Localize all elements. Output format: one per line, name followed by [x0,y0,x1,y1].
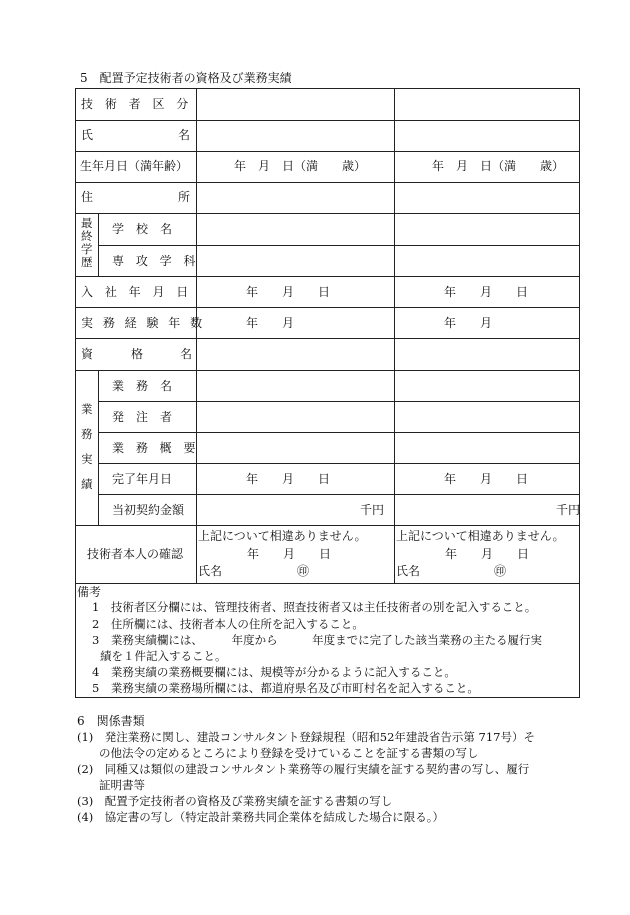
seal-mark-1: ㊞ [297,564,310,578]
confirm-statement-1: 上記について相違ありません。 [198,529,367,543]
join-date-value-1: 年 月 日 [246,285,331,299]
doc-item-2-continued: 証明書等 [99,778,145,792]
completion-value-2: 年 月 日 [444,472,529,486]
experience-value-2: 年 月 [444,316,493,330]
work-vertical-1: 業 [81,402,93,416]
dob-value-1: 年 月 日（満 歳） [234,159,367,173]
label-address-left: 住 [81,190,94,204]
remark-5: 5 業務実績の業務場所欄には、都道府県名及び市町村名を記入すること。 [92,681,479,695]
confirm-date-1: 年 月 日 [247,547,332,561]
label-experience-years: 実 務 経 験 年 数 [81,316,206,330]
experience-value-1: 年 月 [246,316,295,330]
label-client: 発 注 者 [112,410,173,424]
remark-2: 2 住所欄には、技術者本人の住所を記入すること。 [92,617,364,631]
remark-3: 3 業務実績欄には、 年度から 年度までに完了した該当業務の主たる履行実 [92,633,543,647]
label-major: 専 攻 学 科 [112,254,200,268]
label-license-mid: 格 [131,347,144,361]
edu-vertical-4: 歴 [81,255,93,269]
remark-3-continued: 績を１件記入すること。 [100,649,227,663]
label-license-left: 資 [81,347,94,361]
work-vertical-2: 務 [81,427,93,441]
edu-vertical-1: 最 [81,216,93,230]
label-address-right: 所 [178,190,191,204]
label-initial-contract-amount: 当初契約金額 [112,503,185,517]
label-name-right: 名 [178,128,191,142]
work-vertical-4: 績 [81,477,93,491]
join-date-value-2: 年 月 日 [444,285,529,299]
doc-item-3: (3) 配置予定技術者の資格及び業務実績を証する書類の写し [77,794,393,808]
amount-unit-1: 千円 [360,503,385,517]
label-school-name: 学 校 名 [112,222,173,236]
completion-value-1: 年 月 日 [246,472,331,486]
section-5-heading: 5 配置予定技術者の資格及び業務実績 [80,71,292,85]
confirm-name-label-1: 氏名 [198,564,223,578]
doc-item-1: (1) 発注業務に関し、建設コンサルタント登録規程（昭和52年建設省告示第 717号）そ [77,730,535,744]
confirm-statement-2: 上記について相違ありません。 [396,529,565,543]
label-license-right: 名 [180,347,193,361]
edu-vertical-3: 学 [81,242,93,256]
label-engineer-category: 技 術 者 区 分 [81,97,193,111]
label-engineer-confirmation: 技術者本人の確認 [87,547,184,561]
work-vertical-3: 実 [81,452,93,466]
doc-item-4: (4) 協定書の写し（特定設計業務共同企業体を結成した場合に限る。） [77,810,445,824]
section-6-heading: 6 関係書類 [77,714,145,728]
label-join-date: 入 社 年 月 日 [81,285,193,299]
doc-item-1-continued: の他法令の定めるところにより登録を受けていることを証する書類の写し [99,746,479,760]
remark-4: 4 業務実績の業務概要欄には、規模等が分かるように記入すること。 [92,665,456,679]
doc-item-2: (2) 同種又は類似の建設コンサルタント業務等の履行実績を証する契約書の写し、履行 [77,762,530,776]
label-completion-date: 完了年月日 [112,472,173,486]
label-work-summary: 業 務 概 要 [112,441,200,455]
label-date-of-birth: 生年月日（満年齢） [80,159,189,173]
remark-1: 1 技術者区分欄には、管理技術者、照査技術者又は主任技術者の別を記入すること。 [92,600,537,614]
edu-vertical-2: 終 [81,229,93,243]
confirm-name-label-2: 氏名 [396,564,421,578]
label-work-name: 業 務 名 [112,379,173,393]
label-name-left: 氏 [81,128,94,142]
dob-value-2: 年 月 日（満 歳） [432,159,565,173]
confirm-date-2: 年 月 日 [445,547,530,561]
remarks-title: 備考 [77,585,102,599]
seal-mark-2: ㊞ [494,564,507,578]
amount-unit-2: 千円 [556,503,581,517]
